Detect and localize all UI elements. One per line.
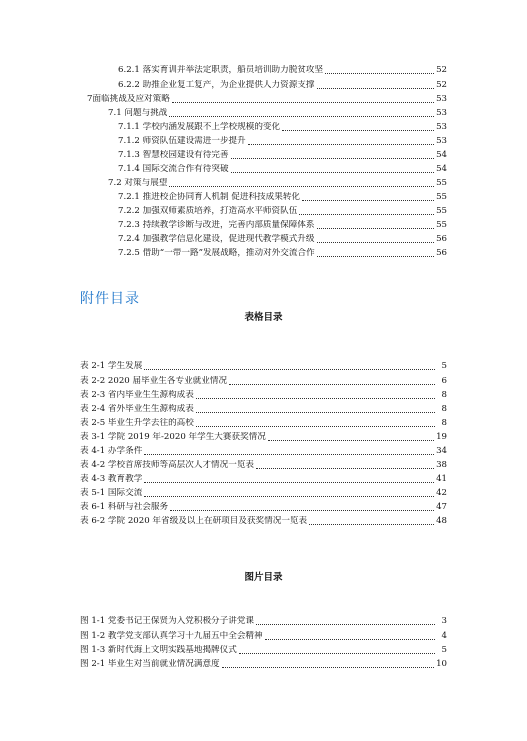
toc-entry[interactable]: [118, 190, 447, 203]
table-entry[interactable]: [80, 416, 447, 429]
appendix-title[interactable]: 附件目录: [80, 291, 140, 307]
leader-dots: [248, 144, 434, 145]
figure-entry[interactable]: [80, 629, 447, 642]
toc-entry-page: 53: [436, 94, 447, 104]
leader-dots: [222, 667, 434, 668]
table-entry-number: 表 2-1: [80, 361, 106, 371]
table-entry-title: 学校首席技师等高层次人才情况一览表: [107, 460, 255, 470]
table-entry-number: 表 2-3: [80, 390, 106, 400]
leader-dots: [265, 639, 435, 640]
table-entry-title: 国际交流: [107, 488, 143, 498]
leader-dots: [144, 454, 434, 455]
toc-entry-page: 55: [436, 220, 447, 230]
toc-entry[interactable]: [118, 78, 447, 91]
table-entry[interactable]: [80, 486, 447, 499]
toc-entry-number: 7: [87, 94, 93, 104]
table-entry-page: 19: [436, 432, 447, 442]
leader-dots: [196, 412, 435, 413]
toc-entry[interactable]: [108, 176, 447, 189]
table-entry-page: 6: [441, 376, 447, 386]
figure-entry[interactable]: [80, 614, 447, 627]
leader-dots: [268, 440, 434, 441]
figure-entry-title: 毕业生对当前就业情况满意度: [107, 659, 220, 669]
toc-entry-number: 7.1.2: [118, 136, 140, 146]
tables-heading: 表格目录: [244, 312, 283, 323]
toc-entry-title: 师资队伍建设需进一步提升: [142, 136, 246, 146]
toc-entry-title: 借助“一带一路”发展战略，推动对外交流合作: [142, 248, 315, 258]
toc-entry[interactable]: [118, 148, 447, 161]
leader-dots: [317, 242, 435, 243]
table-entry[interactable]: [80, 444, 447, 457]
leader-dots: [239, 653, 435, 654]
figure-entry-page: 4: [441, 631, 447, 641]
table-entry-number: 表 4-2: [80, 460, 106, 470]
table-entry-title: 学院 2020 年省级及以上在研项目及获奖情况一览表: [107, 516, 308, 526]
leader-dots: [282, 130, 434, 131]
table-entry-title: 学生发展: [107, 361, 143, 371]
leader-dots: [144, 482, 434, 483]
toc-entry-page: 53: [436, 122, 447, 132]
toc-entry-number: 7.2: [108, 178, 122, 188]
table-entry-number: 表 3-1: [80, 432, 106, 442]
toc-entry-title: 推进校企协同育人机制 促进科技成果转化: [142, 192, 301, 202]
table-entry[interactable]: [80, 458, 447, 471]
toc-entry-number: 7.2.1: [118, 192, 140, 202]
figure-entry-title: 新时代海上文明实践基地揭牌仪式: [107, 645, 237, 655]
table-entry-title: 毕业生升学去往的高校: [107, 418, 194, 428]
table-entry-number: 表 6-2: [80, 516, 106, 526]
toc-entry-title: 加强教学信息化建设，促进现代教学模式升级: [142, 234, 315, 244]
table-entry-number: 表 2-5: [80, 418, 106, 428]
toc-entry[interactable]: [118, 63, 447, 76]
toc-entry[interactable]: [118, 218, 447, 231]
table-entry-page: 8: [441, 390, 447, 400]
toc-entry-title: 国际交流合作有待突破: [142, 164, 229, 174]
table-entry-title: 科研与社会服务: [107, 502, 169, 512]
figure-entry-title: 教学党支部认真学习十九届五中全会精神: [107, 631, 263, 641]
toc-entry-page: 55: [436, 206, 447, 216]
toc-entry-number: 7.2.5: [118, 248, 140, 258]
table-entry-page: 42: [436, 488, 447, 498]
leader-dots: [317, 88, 435, 89]
toc-entry-title: 助推企业复工复产，为企业提供人力资源支撑: [142, 80, 315, 90]
toc-entry-number: 7.1.1: [118, 122, 140, 132]
leader-dots: [169, 186, 434, 187]
toc-entry-page: 54: [436, 164, 447, 174]
figure-entry-number: 图 1-3: [80, 645, 106, 655]
leader-dots: [229, 384, 435, 385]
table-entry-page: 5: [441, 361, 447, 371]
leader-dots: [172, 102, 434, 103]
toc-entry-page: 53: [436, 136, 447, 146]
leader-dots: [169, 116, 434, 117]
toc-entry-number: 6.2.2: [118, 80, 140, 90]
toc-entry[interactable]: [118, 162, 447, 175]
toc-entry[interactable]: [118, 134, 447, 147]
toc-entry-page: 53: [436, 108, 447, 118]
figure-entry-number: 图 2-1: [80, 659, 106, 669]
toc-entry-title: 学校内涵发展跟不上学校规模的变化: [142, 122, 281, 132]
table-entry-number: 表 4-1: [80, 446, 106, 456]
leader-dots: [302, 200, 434, 201]
leader-dots: [256, 624, 435, 625]
toc-entry[interactable]: [118, 120, 447, 133]
figure-entry-title: 党委书记王保贤为入党积极分子讲党课: [107, 616, 255, 626]
figure-entry[interactable]: [80, 643, 447, 656]
toc-entry-number: 7.2.2: [118, 206, 140, 216]
figure-entry-page: 3: [441, 616, 447, 626]
table-entry-title: 2020 届毕业生各专业就业情况: [107, 376, 228, 386]
table-entry-page: 8: [441, 418, 447, 428]
toc-entry-number: 6.2.1: [118, 65, 140, 75]
toc-entry-number: 7.1: [108, 108, 122, 118]
figure-entry-number: 图 1-1: [80, 616, 106, 626]
table-entry-page: 38: [436, 460, 447, 470]
toc-entry-page: 56: [436, 234, 447, 244]
table-entry-title: 学院 2019 年-2020 年学生大赛获奖情况: [107, 432, 266, 442]
figure-entry-page: 5: [441, 645, 447, 655]
table-entry[interactable]: [80, 359, 447, 372]
toc-entry[interactable]: [87, 92, 447, 105]
figures-heading: 图片目录: [244, 572, 283, 583]
leader-dots: [325, 73, 434, 74]
table-entry[interactable]: [80, 500, 447, 513]
toc-entry-page: 54: [436, 150, 447, 160]
leader-dots: [299, 214, 434, 215]
table-entry-page: 48: [436, 516, 447, 526]
toc-entry[interactable]: [118, 204, 447, 217]
table-entry-number: 表 4-3: [80, 474, 106, 484]
table-entry[interactable]: [80, 402, 447, 415]
table-entry-page: 34: [436, 446, 447, 456]
table-entry-number: 表 6-1: [80, 502, 106, 512]
table-entry-page: 47: [436, 502, 447, 512]
toc-entry[interactable]: [118, 246, 447, 259]
table-entry-page: 41: [436, 474, 447, 484]
toc-entry-number: 7.1.4: [118, 164, 140, 174]
table-entry[interactable]: [80, 374, 447, 387]
leader-dots: [256, 468, 434, 469]
toc-entry-number: 7.2.4: [118, 234, 140, 244]
leader-dots: [196, 398, 435, 399]
leader-dots: [144, 496, 434, 497]
toc-entry-title: 持续教学诊断与改进，完善内部质量保障体系: [142, 220, 315, 230]
leader-dots: [144, 369, 435, 370]
table-entry-page: 8: [441, 404, 447, 414]
table-entry[interactable]: [80, 388, 447, 401]
toc-entry[interactable]: [108, 106, 447, 119]
toc-entry-number: 7.2.3: [118, 220, 140, 230]
table-entry-number: 表 2-4: [80, 404, 106, 414]
toc-entry[interactable]: [118, 232, 447, 245]
leader-dots: [231, 158, 435, 159]
leader-dots: [317, 256, 434, 257]
toc-entry-title: 落实育训并举法定职责，船员培训助力脱贫攻坚: [142, 65, 324, 75]
toc-entry-title: 对策与展望: [124, 178, 168, 188]
table-entry-number: 表 2-2: [80, 376, 106, 386]
leader-dots: [309, 524, 434, 525]
leader-dots: [196, 426, 435, 427]
table-entry[interactable]: [80, 472, 447, 485]
table-entry-title: 办学条件: [107, 446, 143, 456]
toc-entry-title: 问题与挑战: [124, 108, 168, 118]
table-entry[interactable]: [80, 514, 447, 527]
toc-entry-title: 加强双师素质培养，打造高水平师资队伍: [142, 206, 298, 216]
table-entry-number: 表 5-1: [80, 488, 106, 498]
toc-entry-number: 7.1.3: [118, 150, 140, 160]
toc-entry-page: 52: [436, 65, 447, 75]
toc-entry-page: 55: [436, 178, 447, 188]
toc-entry-page: 56: [436, 248, 447, 258]
table-entry-title: 省内毕业生生源构成表: [107, 390, 194, 400]
toc-entry-title: 智慧校园建设有待完善: [142, 150, 229, 160]
table-entry-title: 省外毕业生生源构成表: [107, 404, 194, 414]
leader-dots: [231, 172, 435, 173]
figure-entry[interactable]: [80, 657, 447, 670]
table-entry-title: 教育教学: [107, 474, 143, 484]
figure-entry-number: 图 1-2: [80, 631, 106, 641]
toc-entry-page: 55: [436, 192, 447, 202]
leader-dots: [170, 510, 434, 511]
toc-entry-title: 面临挑战及应对策略: [92, 94, 170, 104]
leader-dots: [317, 228, 435, 229]
figure-entry-page: 10: [436, 659, 447, 669]
toc-entry-page: 52: [436, 80, 447, 90]
table-entry[interactable]: [80, 430, 447, 443]
